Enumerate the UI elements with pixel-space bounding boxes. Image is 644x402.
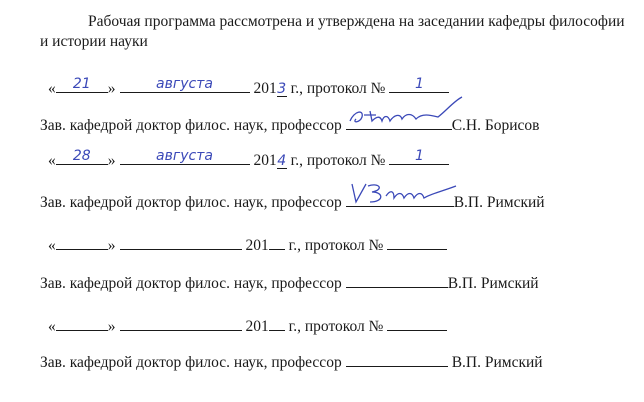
signature-field-4 (346, 352, 448, 367)
intro-text: Рабочая программа рассмотрена и утверждена на заседании кафедры философии и истории науки (40, 13, 625, 50)
signature-2 (346, 180, 466, 206)
year-prefix-2: 201 (253, 152, 277, 169)
protocol-field-4 (387, 316, 447, 331)
head-line-2 (40, 192, 545, 212)
year-digit-3 (269, 249, 285, 250)
day-field-2 (56, 150, 108, 165)
day-field-4 (56, 316, 108, 331)
signature-field-3 (346, 273, 448, 288)
quote-open: « (48, 152, 56, 169)
head-label-1: Зав. кафедрой доктор филос. наук, профессор (40, 117, 342, 134)
date-line-2 (48, 150, 449, 170)
signature-field-1 (346, 115, 452, 130)
year-prefix-1: 201 (253, 80, 277, 97)
day-field-1 (56, 78, 108, 93)
day-handwritten-2: 28 (72, 148, 91, 164)
year-digit-2: 4 (277, 153, 287, 169)
month-field-2 (120, 150, 250, 165)
head-name-4: В.П. Римский (451, 354, 543, 371)
month-field-3 (120, 235, 242, 250)
head-name-3: В.П. Римский (447, 275, 539, 292)
head-label-3: Зав. кафедрой доктор филос. наук, профессор (40, 275, 342, 292)
protocol-field-1 (389, 78, 449, 93)
protocol-label-1: г., протокол № (286, 80, 386, 97)
head-label-4: Зав. кафедрой доктор филос. наук, профессор (40, 354, 342, 371)
month-handwritten-1: августа (156, 76, 213, 92)
month-field-4 (120, 316, 242, 331)
month-field-1 (120, 78, 250, 93)
protocol-label-3: г., протокол № (284, 237, 384, 254)
year-digit-4 (269, 330, 285, 331)
year-digit-1: 3 (277, 81, 287, 97)
protocol-handwritten-2: 1 (415, 148, 424, 164)
quote-close: » (107, 237, 116, 254)
date-line-3 (48, 235, 447, 255)
date-line-4 (48, 316, 447, 336)
quote-close: » (107, 318, 116, 335)
head-line-4 (40, 352, 543, 372)
head-line-3 (40, 273, 539, 293)
day-field-3 (56, 235, 108, 250)
day-handwritten-1: 21 (72, 76, 91, 92)
protocol-field-2 (389, 150, 449, 165)
month-handwritten-2: августа (156, 148, 213, 164)
year-prefix-4: 201 (245, 318, 269, 335)
date-line-1 (48, 78, 449, 98)
quote-close: » (107, 152, 116, 169)
quote-open: « (48, 318, 56, 335)
signature-field-2 (346, 192, 454, 207)
quote-open: « (48, 80, 56, 97)
head-line-1 (40, 115, 540, 135)
protocol-label-4: г., протокол № (284, 318, 384, 335)
head-label-2: Зав. кафедрой доктор филос. наук, профессор (40, 194, 342, 211)
protocol-handwritten-1: 1 (415, 76, 424, 92)
quote-close: » (107, 80, 116, 97)
protocol-field-3 (387, 235, 447, 250)
protocol-label-2: г., протокол № (286, 152, 386, 169)
head-name-2: В.П. Римский (453, 194, 545, 211)
signature-1 (346, 103, 466, 129)
head-name-1: С.Н. Борисов (451, 117, 540, 134)
year-prefix-3: 201 (245, 237, 269, 254)
quote-open: « (48, 237, 56, 254)
